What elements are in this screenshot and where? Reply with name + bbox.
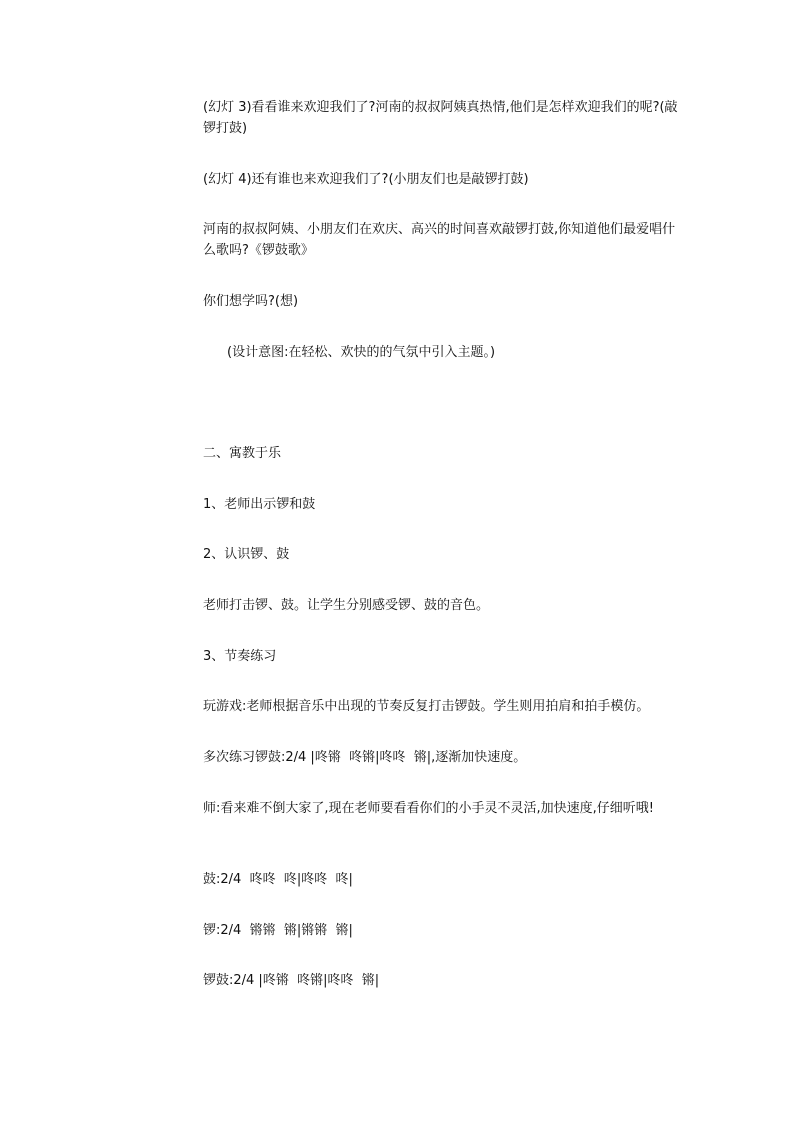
paragraph-teacher-speech: 师:看来难不倒大家了,现在老师要看看你们的小手灵不灵活,加快速度,仔细听哦! bbox=[203, 801, 654, 816]
list-item-show-instruments: 1、老师出示锣和鼓 bbox=[203, 497, 316, 512]
paragraph-slide-4: (幻灯 4)还有谁也来欢迎我们了?(小朋友们也是敲锣打鼓) bbox=[203, 172, 529, 187]
rhythm-drum: 鼓:2/4 咚咚 咚|咚咚 咚| bbox=[203, 872, 353, 887]
paragraph-want-to-learn: 你们想学吗?(想) bbox=[203, 294, 299, 309]
list-item-recognize: 2、认识锣、鼓 bbox=[203, 547, 290, 562]
paragraph-game: 玩游戏:老师根据音乐中出现的节奏反复打击锣鼓。学生则用拍肩和拍手模仿。 bbox=[203, 699, 650, 714]
list-item-rhythm-practice: 3、节奏练习 bbox=[203, 649, 277, 664]
paragraph-practice: 多次练习锣鼓:2/4 |咚锵 咚锵|咚咚 锵|,逐渐加快速度。 bbox=[203, 750, 527, 765]
paragraph-slide-3: (幻灯 3)看看谁来欢迎我们了?河南的叔叔阿姨真热情,他们是怎样欢迎我们的呢?(敲锣打鼓) bbox=[203, 100, 678, 136]
section-heading: 二、寓教于乐 bbox=[203, 446, 282, 461]
paragraph-song-intro: 河南的叔叔阿姨、小朋友们在欢庆、高兴的时间喜欢敲锣打鼓,你知道他们最爱唱什么歌吗?《锣鼓歌》 bbox=[203, 222, 676, 258]
rhythm-gong-drum: 锣鼓:2/4 |咚锵 咚锵|咚咚 锵| bbox=[203, 973, 380, 988]
rhythm-gong: 锣:2/4 锵锵 锵|锵锵 锵| bbox=[203, 923, 353, 938]
paragraph-design-intent: (设计意图:在轻松、欢快的的气氛中引入主题。) bbox=[227, 345, 496, 360]
paragraph-timbre: 老师打击锣、鼓。让学生分别感受锣、鼓的音色。 bbox=[203, 598, 490, 613]
